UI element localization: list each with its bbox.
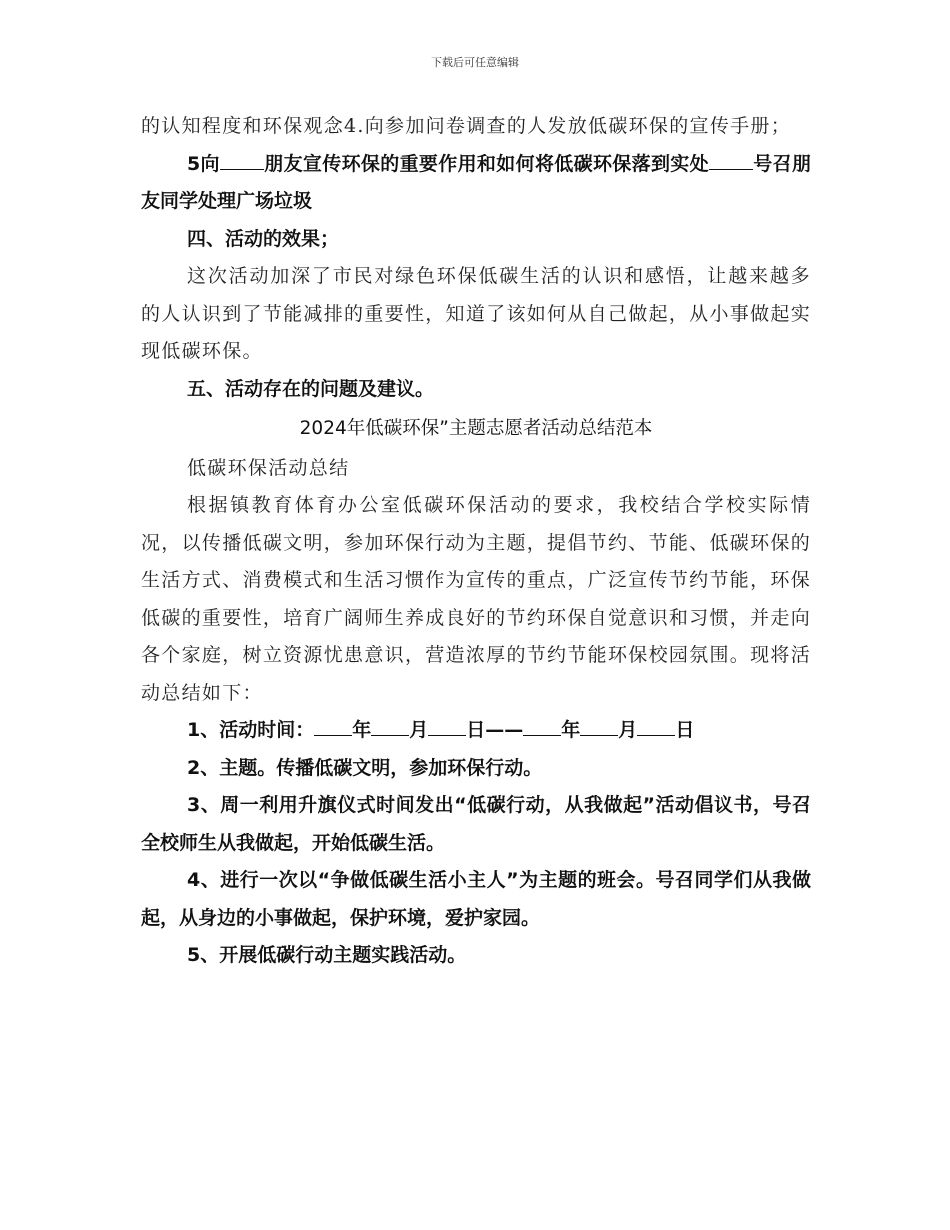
item-theme: 2、主题。传播低碳文明，参加环保行动。	[187, 756, 543, 779]
fill-blank	[314, 713, 352, 736]
paragraph-promote-prefix: 5向	[187, 152, 220, 175]
month-label: 月	[409, 719, 429, 741]
fill-blank	[709, 147, 753, 170]
activity-time-label: 1、活动时间：	[187, 719, 315, 741]
fill-blank	[428, 713, 466, 736]
day-label: 日——	[466, 719, 524, 741]
document-body	[141, 108, 811, 975]
fill-blank	[580, 713, 618, 736]
paragraph-promote-environment	[141, 146, 811, 221]
fill-blank	[220, 147, 264, 170]
document-title: 2024年低碳环保”主题志愿者活动总结范本	[299, 418, 653, 439]
item-flag-ceremony: 3、周一利用升旗仪式时间发出“低碳行动，从我做起”活动倡议书，号召全校师生从我做起，开始低碳生活。	[141, 794, 811, 854]
paragraph-intro: 根据镇教育体育办公室低碳环保活动的要求，我校结合学校实际情况，以传播低碳文明，参加环保行动为主题，提倡节约、节能、低碳环保的生活方式、消费模式和生活习惯作为宣传的重点，广泛宣传节约节能，环保低碳的重要性，培育广阔师生养成良好的节约环保自觉意识和习惯，并走向各个家庭，树立资源忧患意识，营造浓厚的节约节能环保校园氛围。现将活动总结如下：	[141, 494, 811, 704]
year-label: 年	[352, 719, 372, 741]
section-heading-effect: 四、活动的效果；	[187, 227, 340, 250]
year-label: 年	[561, 719, 581, 741]
day-label: 日	[675, 719, 695, 741]
item-activity-time	[141, 712, 811, 750]
fill-blank	[371, 713, 409, 736]
subtitle-summary: 低碳环保活动总结	[187, 456, 350, 479]
paragraph-effect: 这次活动加深了市民对绿色环保低碳生活的认识和感悟，让越来越多的人认识到了节能减排的重要性，知道了该如何从自己做起，从小事做起实现低碳环保。	[141, 265, 811, 362]
section-heading-problems: 五、活动存在的问题及建议。	[187, 377, 435, 400]
item-class-meeting: 4、进行一次以“争做低碳生活小主人”为主题的班会。号召同学们从我做起，从身边的小事做起，保护环境，爱护家园。	[141, 869, 811, 929]
month-label: 月	[618, 719, 638, 741]
paragraph-promote-suffix: 号召朋友同学处理广场垃圾	[141, 152, 811, 212]
page-header: 下载后可任意编辑	[431, 56, 519, 69]
item-practice-activity: 5、开展低碳行动主题实践活动。	[187, 944, 467, 966]
fill-blank	[637, 713, 675, 736]
paragraph-promote-middle: 朋友宣传环保的重要作用和如何将低碳环保落到实处	[263, 152, 709, 175]
fill-blank	[523, 713, 561, 736]
paragraph-survey-handbook: 的认知程度和环保观念4.向参加问卷调查的人发放低碳环保的宣传手册；	[141, 115, 792, 137]
